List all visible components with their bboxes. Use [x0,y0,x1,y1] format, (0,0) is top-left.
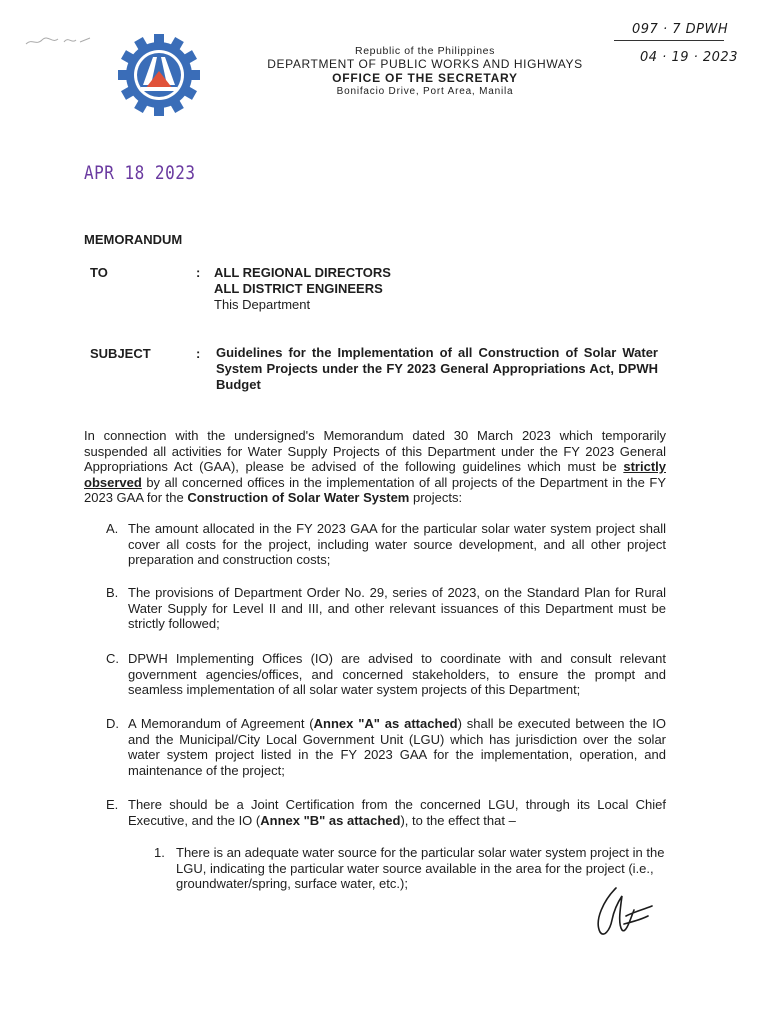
item-d-post: ) shall be executed between the IO and the Municipal/City Local Government Unit (LGU) which has jurisdiction over the solar water system project listed in the FY 2023 GAA for the implementation, operation, and maintenance of the project; [128,716,666,778]
list-marker: A. [106,521,119,536]
sub-list-item-text: There is an adequate water source for the particular solar water system project in the LGU, indicating the particular water source available in the area for the project (i.e., groundwater/spring, surface water, etc.); [176,845,665,891]
list-marker: C. [106,651,119,666]
intro-part2: by all concerned offices in the implementation of all projects of the Department in the FY 2023 GAA for the [84,474,666,505]
list-item-text: The amount allocated in the FY 2023 GAA for the particular solar water system project shall cover all costs for the project, including water source development, and all other project preparation and construction costs; [128,521,666,567]
recipient-district-engineers: ALL DISTRICT ENGINEERS [214,281,383,296]
date-stamp: APR 18 2023 [84,161,196,184]
list-marker: 1. [154,845,165,860]
subject-label: SUBJECT [90,346,151,361]
recipient-regional-directors: ALL REGIONAL DIRECTORS [214,265,391,280]
receiving-date: 04 · 19 · 2023 [640,50,738,65]
subject-text: Guidelines for the Implementation of all Construction of Solar Water System Projects under the FY 2023 General Appropriations Act, DPWH Budget [216,345,658,392]
recipient-office: This Department [214,297,311,312]
subject-colon: : [196,346,201,361]
memo-title: MEMORANDUM [84,232,183,247]
list-marker: D. [106,716,119,731]
intro-bold: Construction of Solar Water System [187,490,410,505]
list-item-text: The provisions of Department Order No. 29, series of 2023, on the Standard Plan for Rural Water Supply for Level II and III, and other relevant issuances of this Department must be strictly followed; [128,585,666,631]
intro-part1: In connection with the undersigned's Memorandum dated 30 March 2023 which temporarily suspended all activities for Water Supply Projects of this Department under the FY 2023 General Appropriations Act (GAA), please be advised of the following guidelines which must be [84,428,666,474]
dpwh-seal-logo [118,34,200,116]
receiving-number: 097 · 7 DPWH [632,22,729,37]
to-label: TO [90,265,108,280]
item-e-pre: There should be a Joint Certification from the concerned LGU, through its Local Chief Executive, and the IO ( [128,797,666,828]
initials-signature [586,880,658,952]
letterhead-republic: Republic of the Philippines [355,45,495,57]
list-marker: B. [106,585,119,600]
letterhead-office: OFFICE OF THE SECRETARY [332,71,518,85]
list-item-text: DPWH Implementing Offices (IO) are advised to coordinate with and consult relevant government agencies/offices, and concerned stakeholders, to ensure the prompt and seamless implementation of all solar water system projects of this Department; [128,651,666,697]
item-d-pre: A Memorandum of Agreement ( [128,716,314,731]
letterhead-department: DEPARTMENT OF PUBLIC WORKS AND HIGHWAYS [267,57,583,71]
to-recipients [214,265,391,313]
margin-scribble [24,30,94,52]
to-colon: : [196,265,201,280]
intro-emphasis: strictly observed [84,459,666,490]
item-e-post: ), to the effect that – [400,812,516,828]
receiving-underline [614,40,724,41]
list-item-text [128,716,666,778]
annex-b-reference: Annex "B" as attached [260,812,401,828]
list-marker: E. [106,797,119,812]
annex-a-reference: Annex "A" as attached [313,716,458,731]
letterhead-address: Bonifacio Drive, Port Area, Manila [336,86,514,97]
list-item-text [128,797,666,828]
intro-part3: projects: [409,490,463,505]
intro-paragraph [84,428,666,506]
